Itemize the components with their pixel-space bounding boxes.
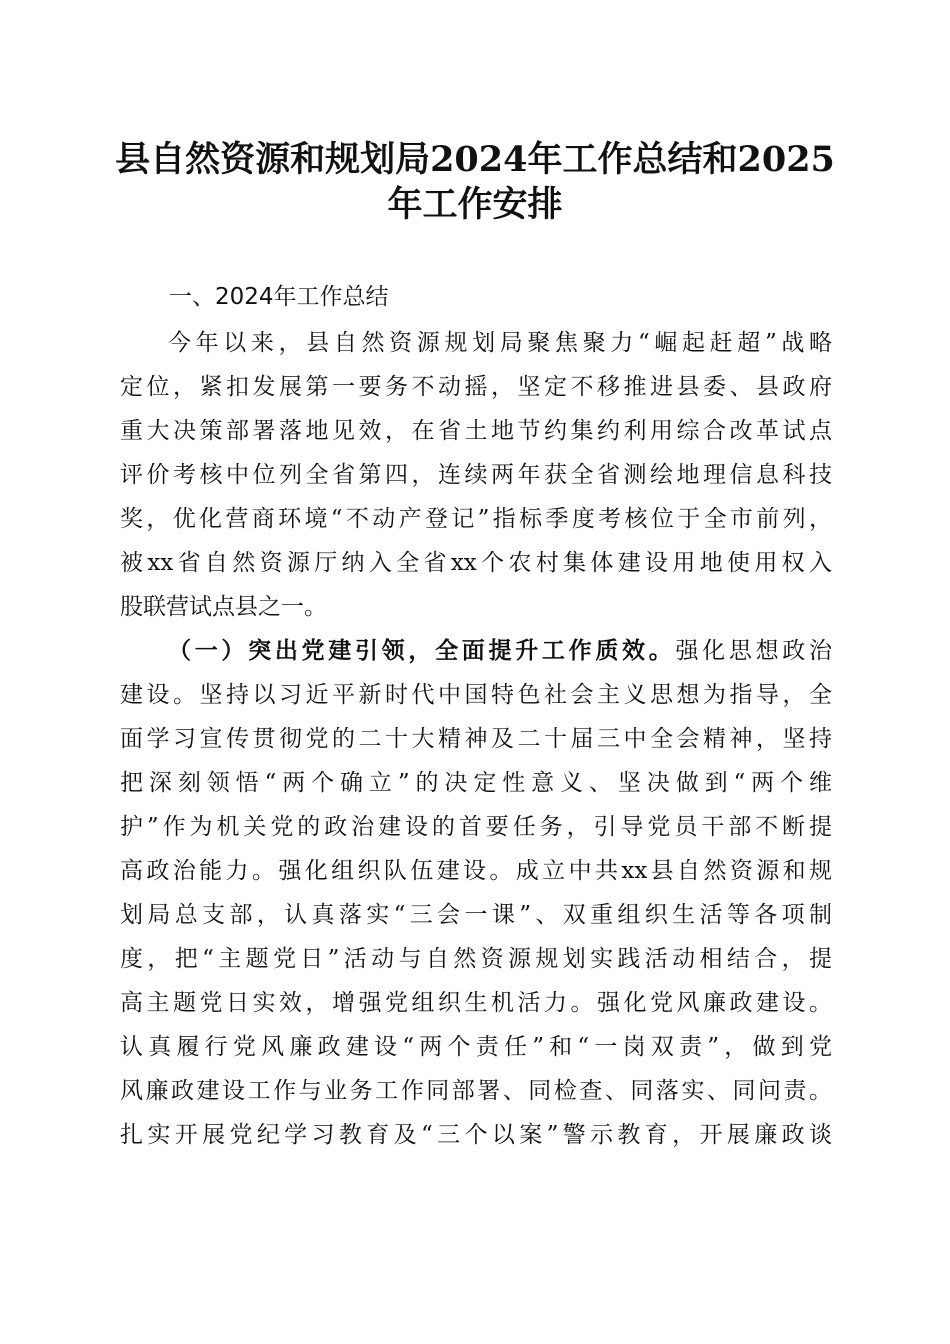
paragraph-2-line: 护”作为机关党的政治建设的首要任务，引导党员干部不断提 xyxy=(120,814,832,840)
paragraph-1-line: 奖，优化营商环境“不动产登记”指标季度考核位于全市前列， xyxy=(120,506,832,532)
paragraph-2-line: 高政治能力。强化组织队伍建设。成立中共xx县自然资源和规 xyxy=(120,858,832,884)
paragraph-2-line: 把深刻领悟“两个确立”的决定性意义、坚决做到“两个维 xyxy=(120,770,832,796)
paragraph-2-line: 高主题党日实效，增强党组织生机活力。强化党风廉政建设。 xyxy=(120,990,832,1016)
paragraph-1-line: 定位，紧扣发展第一要务不动摇，坚定不移推进县委、县政府 xyxy=(120,374,832,400)
paragraph-2-line: 认真履行党风廉政建设“两个责任”和“一岗双责”，做到党 xyxy=(120,1034,832,1060)
paragraph-2-line: 面学习宣传贯彻党的二十大精神及二十届三中全会精神，坚持 xyxy=(120,726,832,752)
document-title-line-2: 年工作安排 xyxy=(387,184,563,225)
paragraph-2-line: 扎实开展党纪学习教育及“三个以案”警示教育，开展廉政谈 xyxy=(120,1122,832,1148)
paragraph-2-line: 划局总支部，认真落实“三会一课”、双重组织生活等各项制 xyxy=(120,902,832,928)
paragraph-2-line: 度，把“主题党日”活动与自然资源规划实践活动相结合，提 xyxy=(120,946,832,972)
paragraph-2-bold-lead: （一）突出党建引领，全面提升工作质效。 xyxy=(168,637,676,664)
paragraph-2-line: 建设。坚持以习近平新时代中国特色社会主义思想为指导，全 xyxy=(120,682,832,708)
paragraph-2-first-line xyxy=(168,634,832,668)
section-heading-2024-summary: 一、2024年工作总结 xyxy=(169,284,389,310)
paragraph-1-line: 评价考核中位列全省第四，连续两年获全省测绘地理信息科技 xyxy=(120,462,832,488)
document-title-line-1: 县自然资源和规划局2024年工作总结和2025 xyxy=(115,139,835,180)
paragraph-1-line: 今年以来，县自然资源规划局聚焦聚力“崛起赶超”战略 xyxy=(168,330,832,356)
paragraph-1-line: 重大决策部署落地见效，在省土地节约集约利用综合改革试点 xyxy=(120,418,832,444)
paragraph-2-first-line-rest: 强化思想政治 xyxy=(675,638,832,664)
paragraph-2-line: 风廉政建设工作与业务工作同部署、同检查、同落实、同问责。 xyxy=(120,1078,832,1104)
paragraph-1-line: 被xx省自然资源厅纳入全省xx个农村集体建设用地使用权入 xyxy=(120,550,832,576)
paragraph-1-line: 股联营试点县之一。 xyxy=(120,594,327,620)
